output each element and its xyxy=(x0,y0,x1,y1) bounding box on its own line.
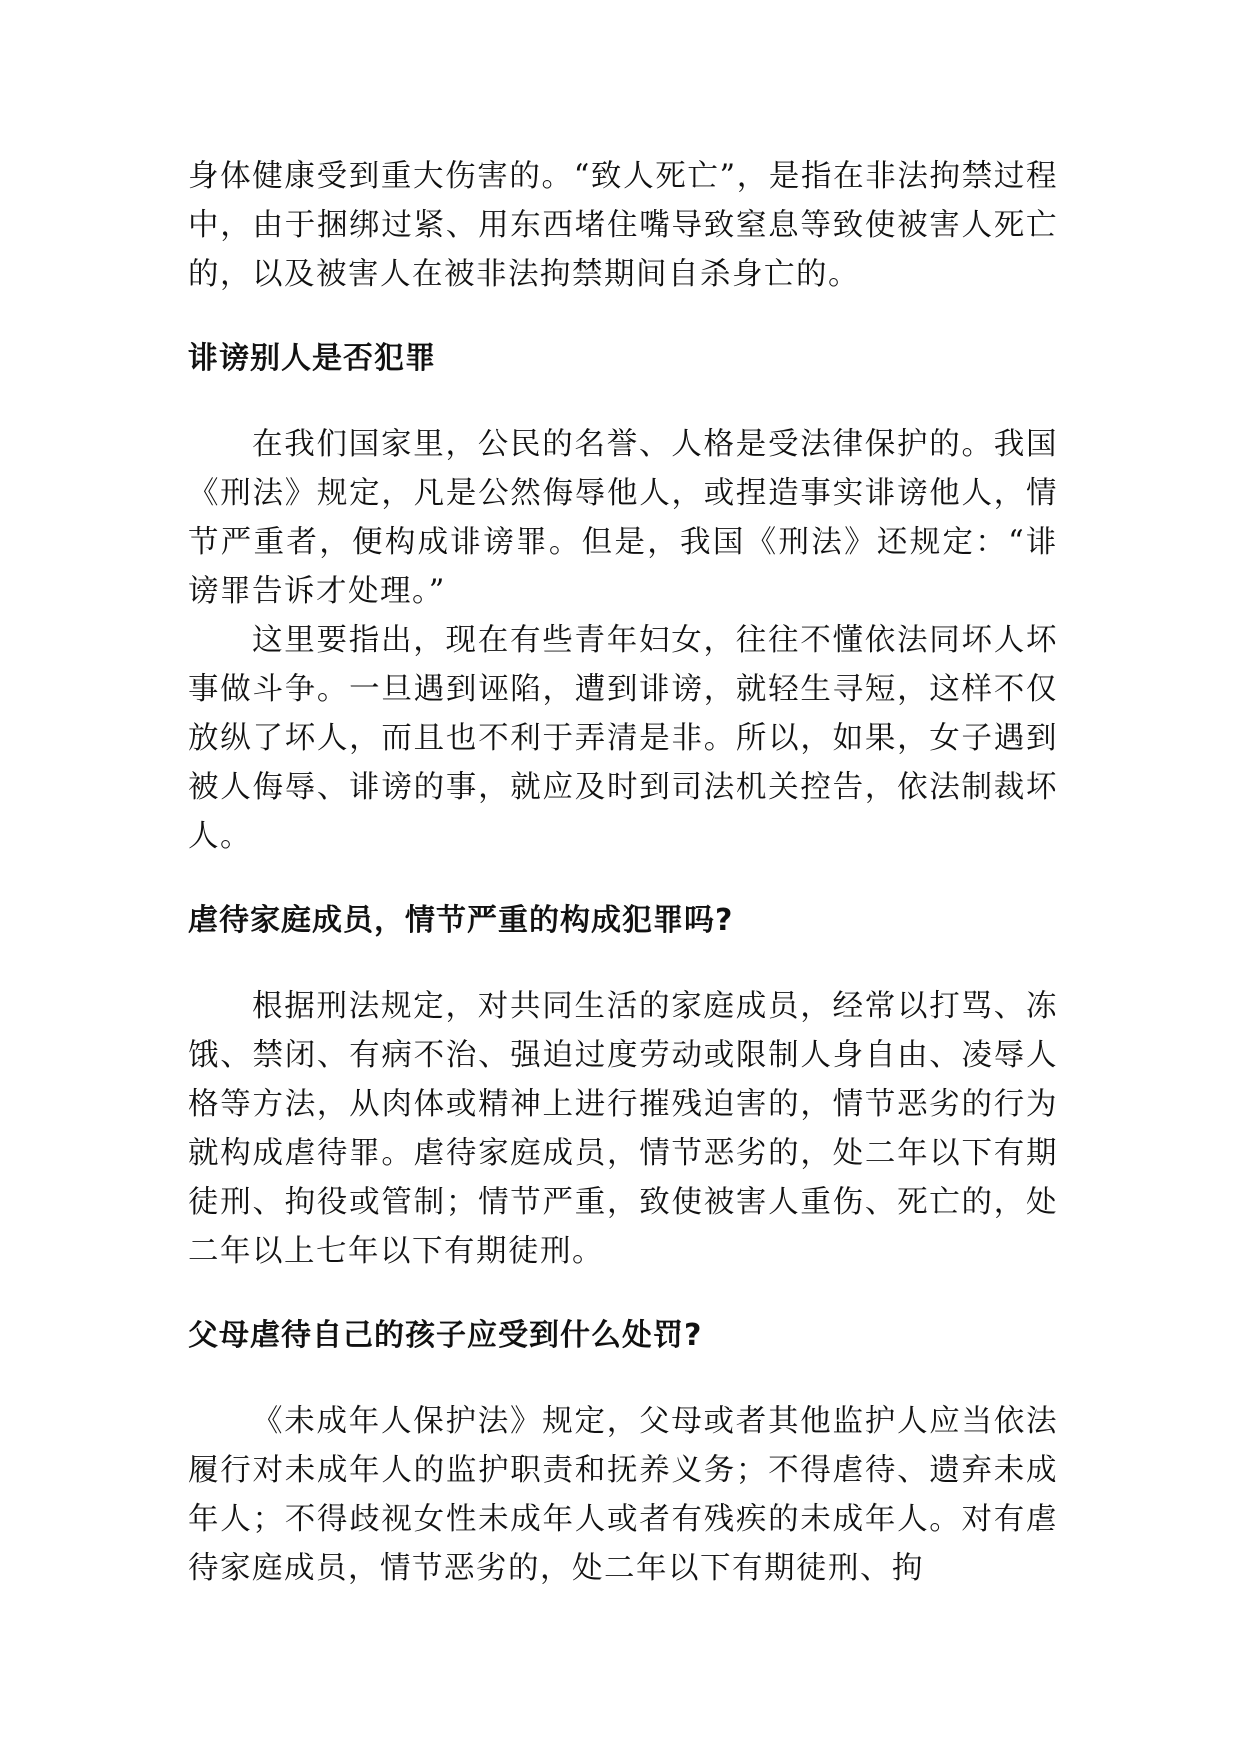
body-paragraph: 《未成年人保护法》规定，父母或者其他监护人应当依法履行对未成年人的监护职责和抚养义务；不得虐待、遗弃未成年人；不得歧视女性未成年人或者有残疾的未成年人。对有虐待家庭成员，情节恶劣的，处二年以下有期徒刑、拘 xyxy=(188,1404,1058,1586)
text-column xyxy=(188,152,1058,1593)
section-heading-defamation: 诽谤别人是否犯罪 xyxy=(188,341,436,376)
body-paragraph: 根据刑法规定，对共同生活的家庭成员，经常以打骂、冻饿、禁闭、有病不治、强迫过度劳动或限制人身自由、凌辱人格等方法，从肉体或精神上进行摧残迫害的，情节恶劣的行为就构成虐待罪。虐待家庭成员，情节恶劣的，处二年以下有期徒刑、拘役或管制；情节严重，致使被害人重伤、死亡的，处二年以上七年以下有期徒刑。 xyxy=(188,989,1058,1269)
body-paragraph: 这里要指出，现在有些青年妇女，往往不懂依法同坏人坏事做斗争。一旦遇到诬陷，遭到诽谤，就轻生寻短，这样不仅放纵了坏人，而且也不利于弄清是非。所以，如果，女子遇到被人侮辱、诽谤的事，就应及时到司法机关控告，依法制裁坏人。 xyxy=(188,623,1058,854)
intro-paragraph: 身体健康受到重大伤害的。“致人死亡”，是指在非法拘禁过程中，由于捆绑过紧、用东西堵住嘴导致窒息等致使被害人死亡的，以及被害人在被非法拘禁期间自杀身亡的。 xyxy=(188,159,1058,292)
section-heading-family-abuse: 虐待家庭成员，情节严重的构成犯罪吗? xyxy=(188,903,734,938)
section-heading-parents-abuse: 父母虐待自己的孩子应受到什么处罚? xyxy=(188,1318,703,1353)
body-paragraph: 在我们国家里，公民的名誉、人格是受法律保护的。我国《刑法》规定，凡是公然侮辱他人，或捏造事实诽谤他人，情节严重者，便构成诽谤罪。但是，我国《刑法》还规定：“诽谤罪告诉才处理。” xyxy=(188,427,1058,609)
